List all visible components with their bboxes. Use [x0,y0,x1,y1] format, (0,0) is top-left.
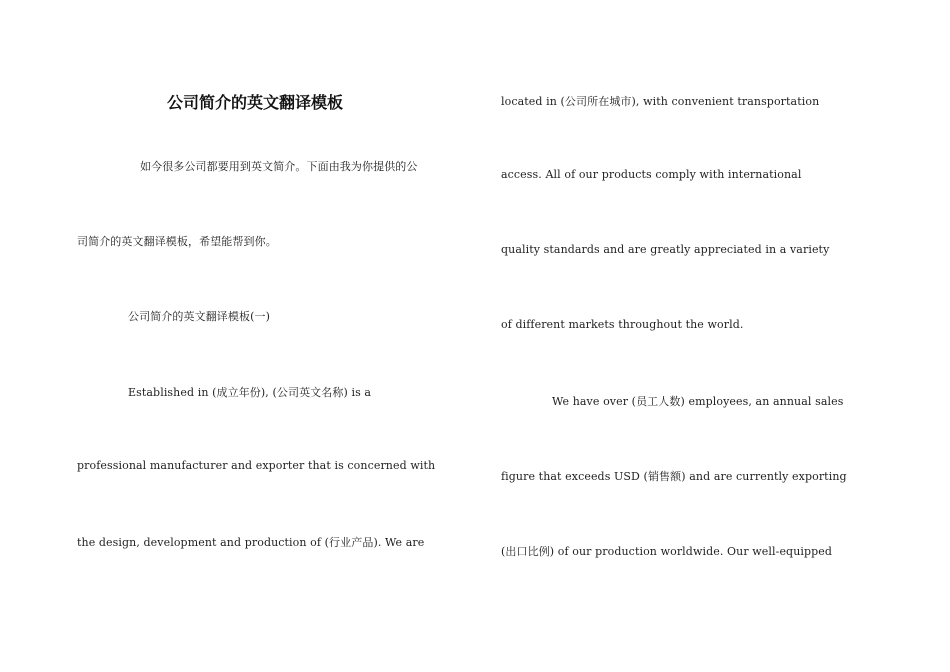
section-heading: 公司简介的英文翻译模板(一) [128,310,270,323]
paragraph-line: located in (公司所在城市), with convenient transportation [501,95,820,108]
document-title: 公司简介的英文翻译模板 [167,93,344,112]
paragraph-line: We have over (员工人数) employees, an annual sales [552,395,844,408]
paragraph-line: 如今很多公司都要用到英文简介。下面由我为你提供的公 [140,160,418,173]
paragraph-line: Established in (成立年份), (公司英文名称) is a [128,386,372,399]
paragraph-line: the design, development and production of (行业产品). We are [77,536,425,549]
paragraph-line: professional manufacturer and exporter that is concerned with [77,459,436,472]
paragraph-line: of different markets throughout the world. [501,318,744,331]
paragraph-line: quality standards and are greatly appreciated in a variety [501,243,830,256]
paragraph-line: figure that exceeds USD (销售额) and are currently exporting [501,470,847,483]
paragraph-line: access. All of our products comply with international [501,168,802,181]
paragraph-line: 司简介的英文翻译模板，希望能帮到你。 [77,235,277,248]
paragraph-line: (出口比例) of our production worldwide. Our well-equipped [501,545,833,558]
